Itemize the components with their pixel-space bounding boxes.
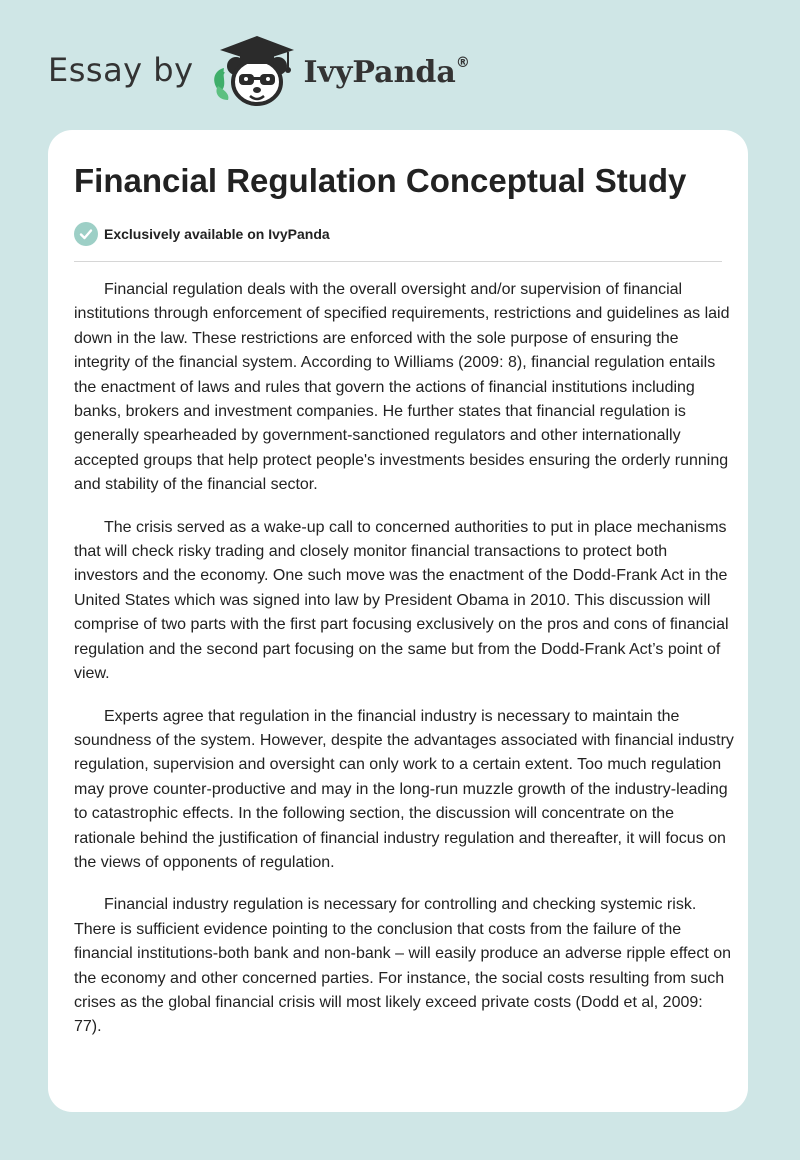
panda-logo-icon[interactable] bbox=[208, 30, 300, 110]
site-header bbox=[48, 30, 470, 110]
title-divider bbox=[74, 261, 722, 262]
exclusive-badge bbox=[74, 222, 330, 246]
panda-logo-svg bbox=[208, 30, 300, 110]
paragraph: The crisis served as a wake-up call to concerned authorities to put in place mechanisms that will check risky trading and closely monitor financial transactions to protect both investors and the economy. One such move was the enactment of the Dodd-Frank Act in the United States which was signed into law by President Obama in 2010. This discussion will comprise of two parts with the first part focusing exclusively on the pros and cons of financial regulation and the second part focusing on the same but from the Dodd-Frank Act’s point of view. bbox=[74, 518, 729, 683]
essay-by-label: Essay by bbox=[48, 51, 194, 89]
registered-mark: ® bbox=[455, 54, 470, 71]
exclusive-badge-text: Exclusively available on IvyPanda bbox=[104, 226, 330, 242]
paragraph: Financial regulation deals with the overall oversight and/or supervision of financial institutions through enforcement of specified requirements, restrictions and guidelines as laid down in the law. These restrictions are enforced with the sole purpose of ensuring the integrity of the financial system. According to Williams (2009: 8), financial regulation entails the enactment of laws and rules that govern the actions of financial institutions including banks, brokers and investment companies. He further states that financial regulation is generally spearheaded by government-sanctioned regulators and other internationally accepted groups that help protect people's investments besides ensuring the orderly running and stability of the financial sector. bbox=[74, 281, 730, 494]
paragraph: Experts agree that regulation in the financial industry is necessary to maintain the soundness of the system. However, despite the advantages associated with financial industry regulation, supervision and oversight can only work to a certain extent. Too much regulation may prove counter-productive and may in the long-run muzzle growth of the industry-leading to catastrophic effects. In the following section, the discussion will concentrate on the rationale behind the justification of financial industry regulation and thereafter, it will focus on the views of opponents of regulation. bbox=[74, 707, 734, 871]
essay-body bbox=[74, 278, 734, 1058]
page-title: Financial Regulation Conceptual Study bbox=[74, 162, 687, 199]
brand-name-text: IvyPanda bbox=[303, 54, 456, 90]
essay-card bbox=[48, 130, 748, 1112]
paragraph: Financial industry regulation is necessary for controlling and checking systemic risk. There is sufficient evidence pointing to the conclusion that costs from the failure of the financial institutions-both bank and non-bank – will easily produce an adverse ripple effect on the economy and other concerned parties. For instance, the social costs resulting from such crises as the global financial crisis will most likely exceed private costs (Dodd et al, 2009: 77). bbox=[74, 896, 731, 1036]
brand-name[interactable] bbox=[304, 55, 470, 90]
check-icon bbox=[74, 222, 98, 246]
